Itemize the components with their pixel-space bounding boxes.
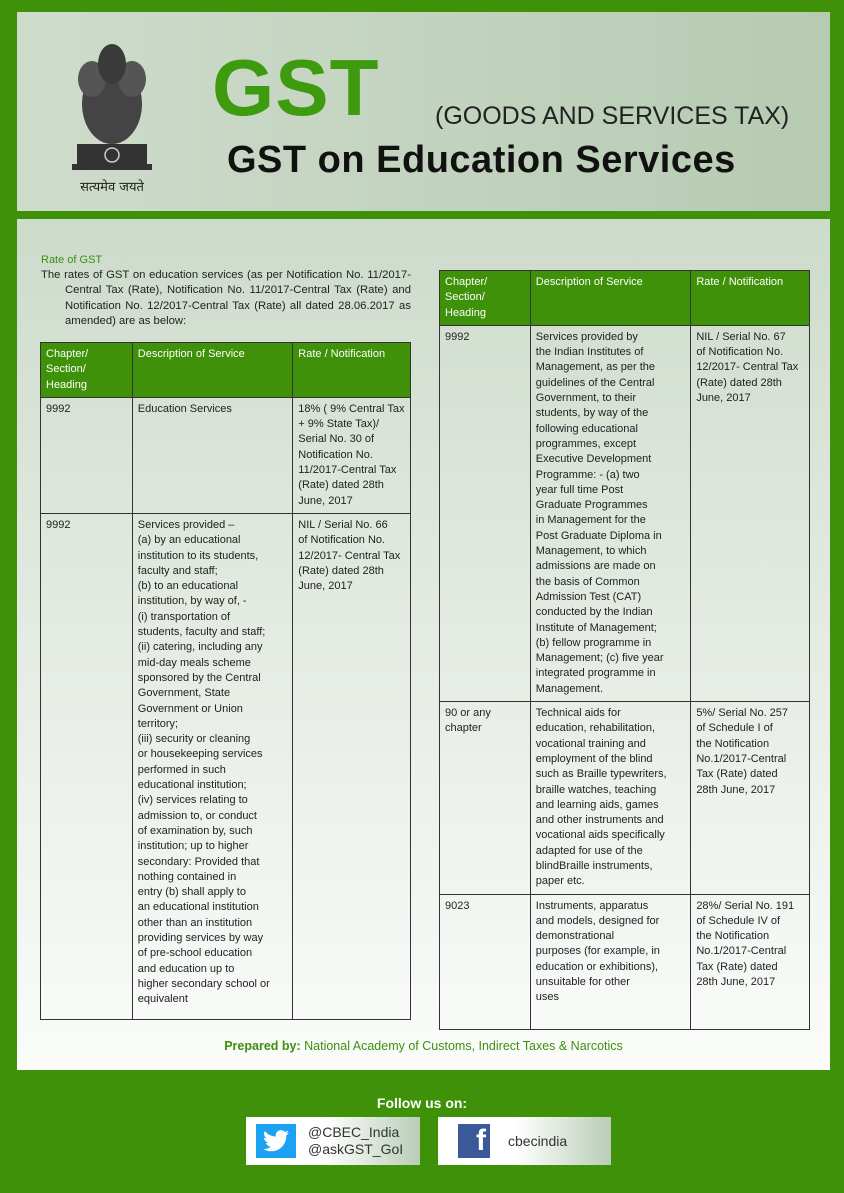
table-row (41, 397, 411, 513)
facebook-handle: cbecindia (508, 1132, 568, 1149)
emblem-motto: सत्यमेव जयते (80, 180, 144, 195)
facebook-link[interactable] (438, 1117, 611, 1165)
content-panel (17, 219, 830, 1070)
cell-rate: NIL / Serial No. 67 of Notification No. 12/2017- Central Tax (Rate) dated 28th June, 2017 (691, 325, 810, 701)
table-row (41, 513, 411, 1019)
cell-code: 90 or any chapter (440, 702, 531, 895)
twitter-link[interactable] (246, 1117, 420, 1165)
intro-paragraph: The rates of GST on education services (as per Notification No. 11/2017-Central Tax (Rate), Notification No. 11/2017-Central Tax (Rate) and Notification No. 12/2017-Central Tax (Rate) all dated 28.06.2017 as amended) are as below: (41, 269, 411, 327)
header-subtitle: (GOODS AND SERVICES TAX) (435, 102, 790, 130)
cell-description: Services provided by the Indian Institutes of Management, as per the guidelines of the Central Government, to their students, by way of the following educational programmes, except Executive Development Programme: - (a) two year full time Post Graduate Programmes in Management for the Post Graduate Diploma in Management, to which admissions are made on the basis of Common Admission Test (CAT) conducted by the Indian Institute of Management; (b) fellow programme in Management; (c) five year integrated programme in Management. (530, 325, 691, 701)
rates-table-right (439, 270, 810, 1030)
cell-description: Technical aids for education, rehabilitation, vocational training and employment of the blind such as Braille typewriters, braille watches, teaching and learning aids, games and other instruments and vocational aids specifically adapted for use of the blindBraille instruments, paper etc. (530, 702, 691, 895)
cell-description: Services provided – (a) by an educational institution to its students, faculty and staff; (b) to an educational institution, by way of, - (i) transportation of students, faculty and staff; (ii) catering, including any mid-day meals scheme sponsored by the Central Government, State Government or Union territory; (iii) security or cleaning or housekeeping services performed in such educational institution; (iv) services relating to admission to, or conduct of examination by, such institution; up to higher secondary: Provided that nothing contained in entry (b) shall apply to an educational institution other than an institution providing services by way of pre-school education and education up to higher secondary school or equivalent (132, 513, 293, 1019)
col-header-chapter: Chapter/ Section/ Heading (440, 271, 531, 326)
col-header-description: Description of Service (530, 271, 691, 326)
cell-code: 9992 (41, 513, 133, 1019)
rates-table-left (40, 342, 411, 1020)
table-header-row (41, 343, 411, 398)
page-title: GST on Education Services (227, 139, 736, 181)
cell-rate: NIL / Serial No. 66 of Notification No. 12/2017- Central Tax (Rate) dated 28th June, 2017 (293, 513, 411, 1019)
col-header-description: Description of Service (132, 343, 293, 398)
table-row (440, 702, 810, 895)
ashoka-emblem-icon (67, 34, 157, 184)
table-header-row (440, 271, 810, 326)
cell-description: Instruments, apparatus and models, designed for demonstrational purposes (for example, in education or exhibitions), unsuitable for other uses (530, 894, 691, 1029)
cell-code: 9023 (440, 894, 531, 1029)
cell-rate: 18% ( 9% Central Tax + 9% State Tax)/ Serial No. 30 of Notification No. 11/2017-Central Tax (Rate) dated 28th June, 2017 (293, 397, 411, 513)
prepared-by (17, 1039, 830, 1053)
header-banner (17, 12, 830, 211)
cell-code: 9992 (41, 397, 133, 513)
section-heading: Rate of GST (41, 254, 103, 266)
twitter-handle-1: @CBEC_India (308, 1124, 400, 1140)
twitter-icon (256, 1124, 296, 1158)
facebook-icon: f (458, 1124, 490, 1158)
gst-logo-text: GST (212, 43, 380, 132)
cell-rate: 28%/ Serial No. 191 of Schedule IV of the Notification No.1/2017-Central Tax (Rate) dated 28th June, 2017 (691, 894, 810, 1029)
cell-rate: 5%/ Serial No. 257 of Schedule I of the Notification No.1/2017-Central Tax (Rate) dated 28th June, 2017 (691, 702, 810, 895)
table-row (440, 325, 810, 701)
col-header-rate: Rate / Notification (691, 271, 810, 326)
cell-code: 9992 (440, 325, 531, 701)
prepared-by-label: Prepared by: (224, 1039, 301, 1053)
col-header-chapter: Chapter/ Section/ Heading (41, 343, 133, 398)
prepared-by-org: National Academy of Customs, Indirect Taxes & Narcotics (304, 1039, 623, 1053)
table-row (440, 894, 810, 1029)
follow-us-label: Follow us on: (376, 1095, 468, 1111)
col-header-rate: Rate / Notification (293, 343, 411, 398)
twitter-handle-2: @askGST_GoI (308, 1141, 404, 1157)
cell-description: Education Services (132, 397, 293, 513)
